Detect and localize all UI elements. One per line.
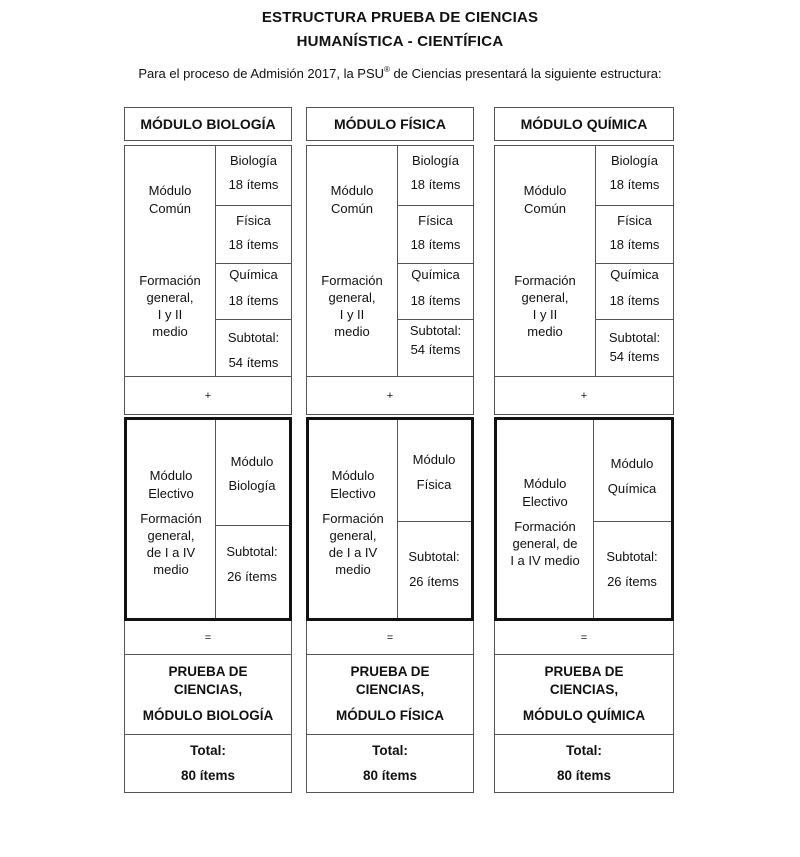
elective-subtotal	[593, 522, 671, 618]
label-formacion: Formación	[139, 273, 201, 288]
subtotal-items: 54 ítems	[410, 342, 461, 357]
total-block	[306, 735, 474, 793]
label-de-i-a-iv: de I a IV	[328, 545, 378, 560]
subject-name: Biología	[611, 153, 658, 168]
subject-items: 18 ítems	[228, 293, 279, 308]
common-module-label	[495, 146, 596, 376]
total-label: Total:	[566, 743, 602, 758]
elective-subject	[593, 420, 671, 522]
common-module-label	[307, 146, 398, 376]
label-i-y-ii: I y II	[157, 307, 183, 322]
prueba-title	[306, 655, 474, 735]
total-items: 80 ítems	[556, 768, 612, 783]
label-formacion: Formación	[514, 273, 576, 288]
subject-items: 18 ítems	[228, 237, 279, 252]
subtotal-label: Subtotal:	[408, 549, 460, 564]
subject-name: Química	[411, 267, 460, 282]
page-title-line1: ESTRUCTURA PRUEBA DE CIENCIAS	[261, 9, 539, 26]
subject-fisica	[595, 206, 674, 264]
intro-before: Para el proceso de Admisión 2017, la PSU	[138, 66, 385, 81]
prueba-line1: PRUEBA DE	[544, 664, 624, 679]
page-title-line2: HUMANÍSTICA - CIENTÍFICA	[296, 33, 504, 50]
total-items: 80 ítems	[180, 768, 236, 783]
subject-items: 18 ítems	[410, 237, 461, 252]
prueba-module: MÓDULO BIOLOGÍA	[142, 708, 274, 723]
subject-name: Biología	[230, 153, 277, 168]
label-formacion: Formación	[140, 511, 202, 526]
label-modulo: Módulo	[148, 183, 192, 198]
column-biologia	[124, 107, 306, 797]
label-formacion: Formación	[321, 273, 383, 288]
label-i-y-ii: I y II	[339, 307, 365, 322]
label-de-i-a-iv: de I a IV	[146, 545, 196, 560]
plus-sign: +	[306, 377, 474, 415]
elective-module-label	[497, 420, 594, 618]
common-module-subjects	[595, 146, 674, 376]
label-general: general,	[328, 290, 376, 305]
subject-fisica	[215, 206, 292, 264]
label-electivo: Electivo	[148, 486, 194, 501]
intro-text	[0, 65, 800, 81]
common-module-label	[125, 146, 216, 376]
subject-name: Física	[617, 213, 652, 228]
elective-module-block	[306, 417, 474, 621]
common-module-subjects	[397, 146, 474, 376]
total-items: 80 ítems	[362, 768, 418, 783]
elective-subject	[397, 420, 471, 522]
subject-biologia	[397, 146, 474, 206]
subtotal-label: Subtotal:	[409, 323, 462, 338]
label-formacion: Formación	[322, 511, 384, 526]
label-comun: Común	[524, 201, 566, 216]
label-medio: medio	[334, 324, 370, 339]
label-medio: medio	[152, 324, 188, 339]
total-block	[124, 735, 292, 793]
column-header: MÓDULO QUÍMICA	[494, 107, 674, 141]
subtotal-items: 26 ítems	[607, 574, 657, 589]
elective-subject-name: Química	[607, 481, 657, 496]
prueba-module: MÓDULO QUÍMICA	[522, 708, 646, 723]
equals-sign: =	[124, 621, 292, 655]
label-general: general,	[147, 528, 195, 543]
label-general: general,	[329, 528, 377, 543]
label-modulo: Módulo	[523, 476, 567, 491]
common-module-block	[494, 145, 674, 377]
prueba-line2: CIENCIAS,	[173, 682, 243, 697]
subject-quimica	[215, 264, 292, 320]
subtotal-label: Subtotal:	[606, 549, 658, 564]
subject-fisica	[397, 206, 474, 264]
label-modulo: Módulo	[149, 468, 193, 483]
label-general: general,	[521, 290, 569, 305]
prueba-line1: PRUEBA DE	[350, 664, 430, 679]
subject-items: 18 ítems	[609, 293, 660, 308]
subtotal-items: 54 ítems	[228, 355, 279, 370]
elective-module-subjects	[397, 420, 471, 618]
total-label: Total:	[372, 743, 408, 758]
label-general-de: general, de	[512, 536, 578, 551]
elective-modulo: Módulo	[610, 456, 654, 471]
subtotal-items: 26 ítems	[227, 569, 277, 584]
subtotal-cell	[215, 320, 292, 376]
subtotal-label: Subtotal:	[226, 544, 278, 559]
label-i-y-ii: I y II	[532, 307, 558, 322]
total-label: Total:	[190, 743, 226, 758]
label-formacion: Formación	[514, 519, 576, 534]
label-modulo: Módulo	[330, 183, 374, 198]
elective-subtotal	[215, 526, 289, 618]
elective-module-block	[494, 417, 674, 621]
label-medio: medio	[527, 324, 563, 339]
subject-name: Biología	[412, 153, 459, 168]
elective-modulo: Módulo	[230, 454, 274, 469]
common-module-subjects	[215, 146, 292, 376]
elective-subject-name: Biología	[228, 478, 276, 493]
subject-biologia	[215, 146, 292, 206]
subtotal-label: Subtotal:	[227, 330, 280, 345]
label-electivo: Electivo	[330, 486, 376, 501]
elective-module-label	[127, 420, 216, 618]
registered-mark: ®	[384, 65, 390, 74]
elective-module-subjects	[215, 420, 289, 618]
plus-sign: +	[124, 377, 292, 415]
total-block	[494, 735, 674, 793]
label-electivo: Electivo	[522, 494, 568, 509]
prueba-line2: CIENCIAS,	[355, 682, 425, 697]
intro-after: de Ciencias presentará la siguiente estructura:	[389, 66, 662, 81]
subject-name: Química	[229, 267, 278, 282]
elective-module-label	[309, 420, 398, 618]
subtotal-cell	[397, 320, 474, 376]
subject-items: 18 ítems	[609, 237, 660, 252]
subtotal-items: 26 ítems	[409, 574, 459, 589]
elective-subject	[215, 420, 289, 526]
prueba-line2: CIENCIAS,	[549, 682, 619, 697]
prueba-title	[124, 655, 292, 735]
subject-name: Física	[418, 213, 453, 228]
prueba-title	[494, 655, 674, 735]
label-comun: Común	[331, 201, 373, 216]
prueba-module: MÓDULO FÍSICA	[336, 708, 444, 723]
column-quimica	[494, 107, 676, 797]
label-i-a-iv-medio: I a IV medio	[510, 553, 580, 568]
label-general: general,	[146, 290, 194, 305]
column-header: MÓDULO FÍSICA	[306, 107, 474, 141]
subject-biologia	[595, 146, 674, 206]
equals-sign: =	[494, 621, 674, 655]
subtotal-label: Subtotal:	[608, 330, 661, 345]
prueba-line1: PRUEBA DE	[168, 664, 248, 679]
label-comun: Común	[149, 201, 191, 216]
equals-sign: =	[306, 621, 474, 655]
subject-items: 18 ítems	[410, 293, 461, 308]
common-module-block	[124, 145, 292, 377]
column-fisica	[306, 107, 488, 797]
plus-sign: +	[494, 377, 674, 415]
subject-name: Física	[236, 213, 271, 228]
subject-quimica	[397, 264, 474, 320]
subtotal-cell	[595, 320, 674, 376]
elective-subtotal	[397, 522, 471, 618]
label-modulo: Módulo	[523, 183, 567, 198]
subject-items: 18 ítems	[609, 177, 660, 192]
elective-module-block	[124, 417, 292, 621]
subject-items: 18 ítems	[410, 177, 461, 192]
subtotal-items: 54 ítems	[609, 349, 660, 364]
subject-name: Química	[610, 267, 659, 282]
label-medio: medio	[335, 562, 371, 577]
elective-module-subjects	[593, 420, 671, 618]
label-modulo: Módulo	[331, 468, 375, 483]
subject-quimica	[595, 264, 674, 320]
common-module-block	[306, 145, 474, 377]
subject-items: 18 ítems	[228, 177, 279, 192]
column-header: MÓDULO BIOLOGÍA	[124, 107, 292, 141]
elective-modulo: Módulo	[412, 452, 456, 467]
elective-subject-name: Física	[416, 477, 452, 492]
label-medio: medio	[153, 562, 189, 577]
